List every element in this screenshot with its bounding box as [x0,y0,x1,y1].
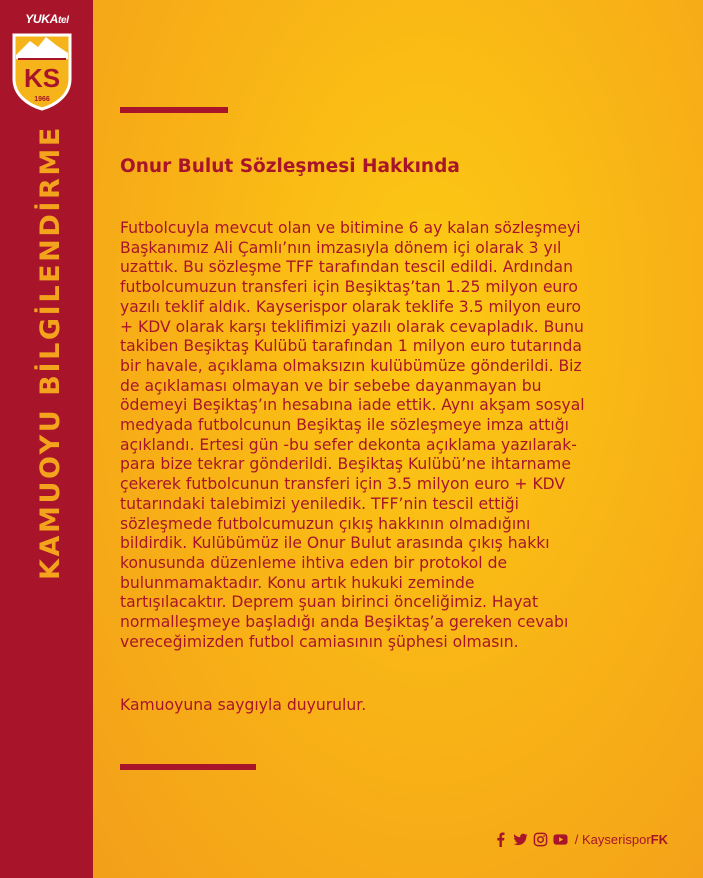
sidebar [0,0,93,878]
body-line: vereceğimizden futbol camiasının şüphesi olmasın. [120,632,519,651]
document-heading: Onur Bulut Sözleşmesi Hakkında [120,156,460,177]
closing-line: Kamuoyuna saygıyla duyurulur. [120,696,367,714]
top-divider [120,107,228,113]
crest-letters: KS [23,63,61,93]
body-line: para bize tekrar gönderildi. Beşiktaş Kulübü’ne ihtarname [120,455,571,474]
body-line: takiben Beşiktaş Kulübü tarafından 1 milyon euro tutarında [120,337,582,356]
body-line: normalleşmeye başladığı anda Beşiktaş’a gereken cevabı [120,613,569,632]
body-line: çekerek futbolcunun transferi için 3.5 milyon euro + KDV [120,475,566,494]
body-line: uzattık. Bu sözleşme TFF tarafından tescil edildi. Ardından [120,258,573,277]
body-line: ödemeyi Beşiktaş’ın hesabına iade ettik. Aynı akşam sosyal [120,396,585,415]
body-line: bildirdik. Kulübümüz ile Onur Bulut arasında çıkış hakkı [120,534,550,553]
body-line: sözleşmede futbolcumuzun çıkış hakkının olmadığını [120,514,531,533]
body-line: yazılı teklif aldık. Kayserispor olarak teklife 3.5 milyon euro [120,297,582,316]
body-line: Başkanımız Ali Çamlı’nın imzasıyla dönem içi olarak 3 yıl [120,238,562,257]
vertical-title: KAMUOYU BİLGİLENDİRME [35,125,66,580]
body-line: açıklandı. Ertesi gün -bu sefer dekonta açıklama yazılarak- [120,435,577,454]
club-crest-logo [10,31,74,111]
crest-year: 1966 [34,96,50,103]
handle-regular: Kayserispor [582,831,651,847]
main-panel [93,0,703,878]
instagram-icon[interactable] [533,832,548,847]
handle-separator: / [574,831,579,847]
handle-bold: FK [650,831,668,847]
sponsor-name: YUKA [25,12,59,26]
bottom-divider [120,764,256,770]
body-line: + KDV olarak karşı teklifimizi yazılı olarak cevapladık. Bunu [120,317,584,336]
body-line: de açıklaması olmayan ve bir sebebe dayanmayan bu [120,376,542,395]
social-footer [493,829,668,849]
sponsor-suffix: tel [58,15,69,26]
youtube-icon[interactable] [553,832,568,847]
body-line: Futbolcuyla mevcut olan ve bitimine 6 ay kalan sözleşmeyi [120,219,581,237]
body-line: tutarındaki talebimizi yeniledik. TFF’nin tescil ettiği [120,494,519,513]
body-line: medyada futbolcunun Beşiktaş ile sözleşmeye imza attığı [120,416,569,435]
body-line: futbolcumuzun transferi için Beşiktaş’tan 1.25 milyon euro [120,278,578,297]
body-line: tartışılacaktır. Deprem şuan birinci önceliğimiz. Hayat [120,593,539,612]
body-line: konusunda düzenleme ihtiva eden bir protokol de [120,553,508,572]
document-body [120,219,680,652]
twitter-icon[interactable] [513,832,528,847]
body-line: bir havale, açıklama olmaksızın kulübümüze gönderildi. Biz [120,356,582,375]
facebook-icon[interactable] [493,832,508,847]
sponsor-logo [11,9,83,29]
body-line: bulunmamaktadır. Konu artık hukuki zeminde [120,573,475,592]
social-handle[interactable] [575,832,668,847]
